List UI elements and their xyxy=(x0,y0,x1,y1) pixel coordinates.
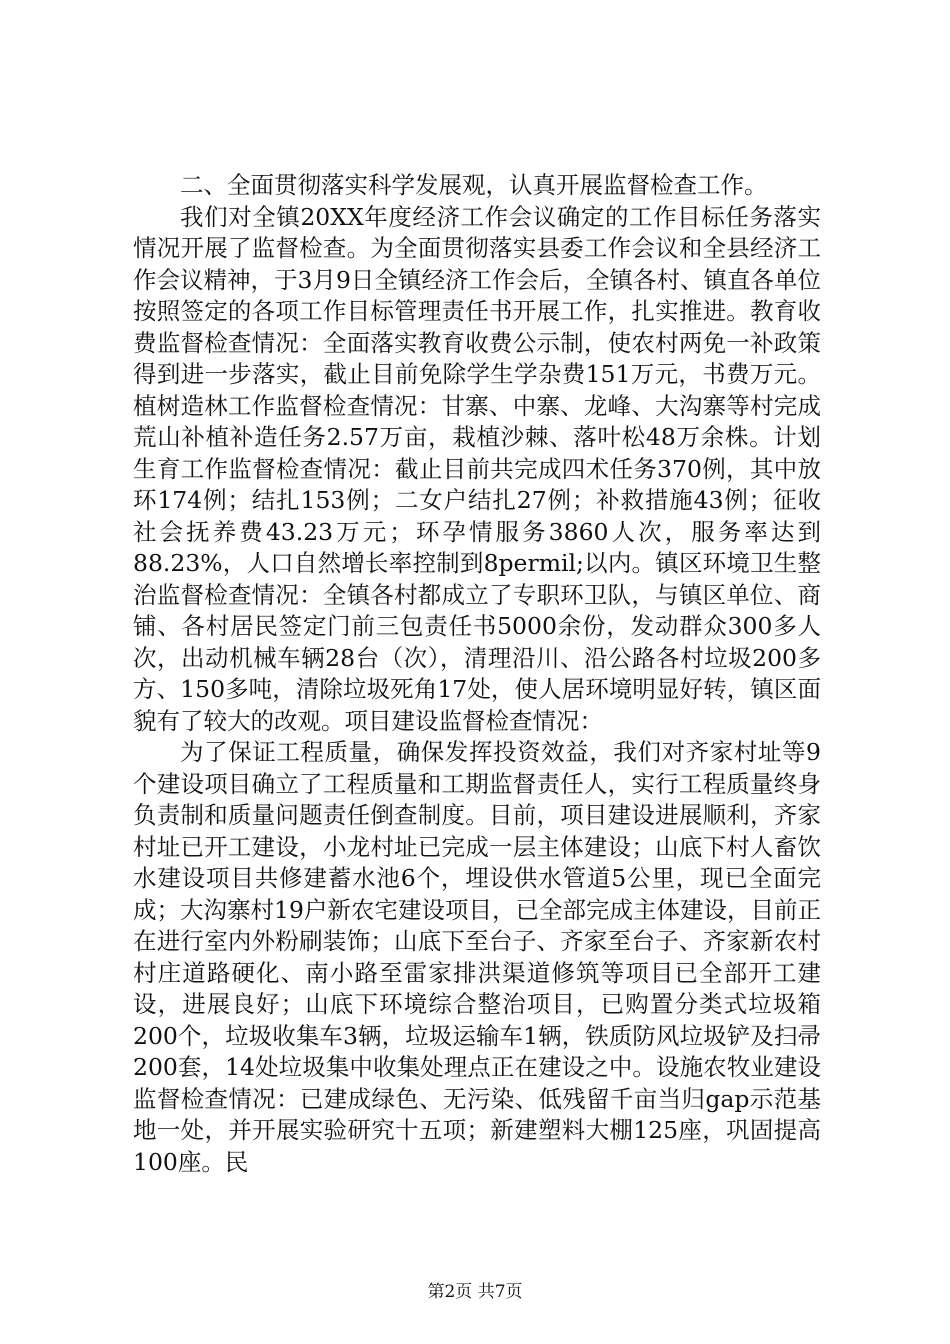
page-footer: 第2页 共7页 xyxy=(427,1282,523,1302)
body-paragraph: 为了保证工程质量，确保发挥投资效益，我们对齐家村址等9个建设项目确立了工程质量和工期监督责任人，实行工程质量终身负责制和质量问题责任倒查制度。目前，项目建设进展顺利，齐家村址已开工建设，小龙村址已完成一层主体建设；山底下村人畜饮水建设项目共修建蓄水池6个，埋设供水管道5公里，现已全面完成；大沟寨村19户新农宅建设项目，已全部完成主体建设，目前正在进行室内外粉刷装饰；山底下至台子、齐家至台子、齐家新农村村庄道路硬化、南小路至雷家排洪渠道修筑等项目已全部开工建设，进展良好；山底下环境综合整治项目，已购置分类式垃圾箱200个，垃圾收集车3辆，垃圾运输车1辆，铁质防风垃圾铲及扫帚200套，14处垃圾集中收集处理点正在建设之中。设施农牧业建设监督检查情况：已建成绿色、无污染、低残留千亩当归gap示范基地一处，并开展实验研究十五项；新建塑料大棚125座，巩固提高100座。民 xyxy=(133,738,821,1176)
document-body xyxy=(133,170,821,1178)
body-paragraph: 我们对全镇20XX年度经济工作会议确定的工作目标任务落实情况开展了监督检查。为全面贯彻落实县委工作会议和全县经济工作会议精神，于3月9日全镇经济工作会后，全镇各村、镇直各单位按照签定的各项工作目标管理责任书开展工作，扎实推进。教育收费监督检查情况：全面落实教育收费公示制，使农村两免一补政策得到进一步落实，截止目前免除学生学杂费151万元，书费万元。植树造林工作监督检查情况：甘寨、中寨、龙峰、大沟寨等村完成荒山补植补造任务2.57万亩，栽植沙棘、落叶松48万余株。计划生育工作监督检查情况：截止目前共完成四术任务370例，其中放环174例；结扎153例；二女户结扎27例；补救措施43例；征收社会抚养费43.23万元；环孕情服务3860人次，服务率达到88.23%，人口自然增长率控制到8permil;以内。镇区环境卫生整治监督检查情况：全镇各村都成立了专职环卫队，与镇区单位、商铺、各村居民签定门前三包责任书5000余份，发动群众300多人次，出动机械车辆28台（次），清理沿川、沿公路各村垃圾200多方、150多吨，清除垃圾死角17处，使人居环境明显好转，镇区面貌有了较大的改观。项目建设监督检查情况： xyxy=(133,202,821,735)
section-heading: 二、全面贯彻落实科学发展观，认真开展监督检查工作。 xyxy=(180,171,768,199)
